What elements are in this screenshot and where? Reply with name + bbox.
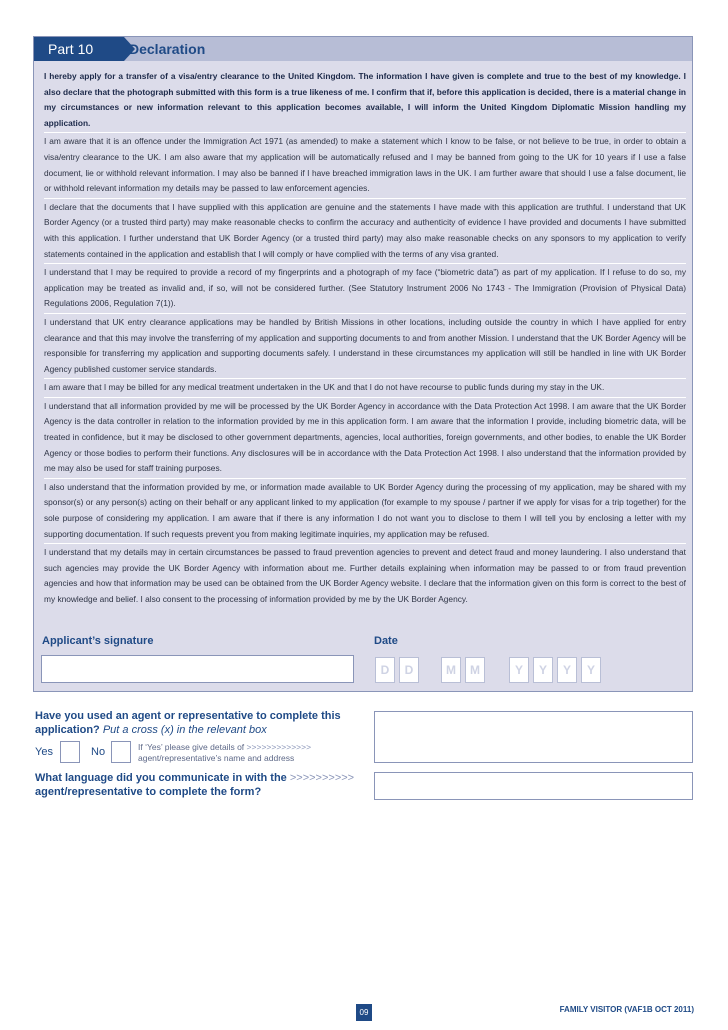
if-yes-line1: If ‘Yes’ please give details of	[138, 742, 245, 752]
declaration-paragraph: I understand that all information provided by me will be processed by the UK Border Agency in accordance with the Data Protection Act 1998. I am aware that the UK Border Agency is the data controller in relation to the information provided by me in this application form. I am aware that the information I provide, including biometric data, will be treated in confidence, but it may be disclosed to other government departments, agencies, local authorities, foreign governments, and other bodies, to enable the UK Border Agency or those bodies to perform their functions. Any disclosures will be in accordance with the Data Protection Act 1998. I also understand that the information provided by me may also be used for staff training purposes.	[44, 397, 686, 477]
agent-details-field[interactable]	[374, 711, 693, 763]
date-label: Date	[374, 635, 398, 647]
signature-field[interactable]	[41, 655, 354, 683]
agent-question-line1: Have you used an agent or representative to complete this	[35, 710, 341, 722]
declaration-paragraph: I am aware that it is an offence under the Immigration Act 1971 (as amended) to make a statement which I know to be false, or not believe to be true, in order to obtain a visa/entry clearance to the UK. I am also aware that my application will be automatically refused and I may be banned from going to the UK for 10 years if I use a false document, lie or withhold relevant information. I may also be banned if I have breached immigration laws in the UK. I am further aware that should I use a false document, lie or withhold relevant information my details may be passed to law enforcement agencies.	[44, 132, 686, 196]
declaration-paragraph: I understand that UK entry clearance applications may be handled by British Missions in other locations, including outside the country in which I have applied for entry clearance and that this may involve the transferring of my application and supporting documents to and from another Mission. I understand that the UK Border Agency will be responsible for transferring my application and supporting documents safely. I understand in these circumstances my application will still be handled in line with UK Border Agency published customer service standards.	[44, 313, 686, 377]
agent-question	[35, 709, 341, 737]
arrow-pointer-icon: >>>>>>>>>>	[289, 772, 355, 784]
declaration-text	[44, 69, 686, 608]
date-year-2[interactable]: Y	[533, 657, 553, 683]
agent-question-line2: application?	[35, 724, 100, 736]
date-year-1[interactable]: Y	[509, 657, 529, 683]
date-month-1[interactable]: M	[441, 657, 461, 683]
date-month-2[interactable]: M	[465, 657, 485, 683]
date-year-4[interactable]: Y	[581, 657, 601, 683]
declaration-paragraph: I declare that the documents that I have supplied with this application are genuine and the statements I have made with this application are truthful. I understand that UK Border Agency (or a trusted third party) may make reasonable checks to confirm the accuracy and authenticity of evidence I have provided and documents I have submitted with this application. I further understand that UK Border Agency (or a trusted third party) may also make reasonable checks on any sponsors to my application to verify statements contained in the application and establish that I will comply or have complied with the terms of any visa granted.	[44, 198, 686, 262]
declaration-panel	[33, 36, 693, 692]
no-checkbox[interactable]	[111, 741, 131, 763]
language-question-line1: What language did you communicate in with the	[35, 772, 287, 784]
yes-checkbox[interactable]	[60, 741, 80, 763]
declaration-paragraph: I understand that I may be required to provide a record of my fingerprints and a photograph of my face (“biometric data”) as part of my application. If I refuse to do so, my application may be treated as invalid and, if so, will not be considered further. (See Statutory Instrument 2006 No 1743 - The Immigration (Provision of Physical Data) Regulations 2006, Regulation 7(1)).	[44, 263, 686, 312]
section-header	[34, 37, 692, 61]
language-question	[35, 771, 354, 799]
form-name: FAMILY VISITOR (VAF1B OCT 2011)	[559, 1005, 694, 1014]
arrow-pointer-icon: >>>>>>>>>>>>>	[246, 742, 312, 752]
no-label: No	[91, 746, 106, 758]
date-day-2[interactable]: D	[399, 657, 419, 683]
part-label: Part 10	[34, 37, 124, 61]
declaration-paragraph: I also understand that the information provided by me, or information made available to UK Border Agency during the processing of my application, may be shared with my sponsor(s) or any person(s) acting on their behalf or any applicant linked to my application (for example to my spouse / partner if we apply for visas for a trip together) for the sole purpose of considering my application. I am aware that if there is any information I do not want you to disclose to them I will tell you by enclosing a letter with my supporting documentation. If such requests prevent you from making legitimate inquiries, my application may be refused.	[44, 478, 686, 542]
language-field[interactable]	[374, 772, 693, 800]
yes-label: Yes	[35, 746, 53, 758]
page-number: 09	[356, 1004, 372, 1021]
section-title: Declaration	[129, 41, 206, 57]
declaration-paragraph: I hereby apply for a transfer of a visa/entry clearance to the United Kingdom. The information I have given is complete and true to the best of my knowledge. I also declare that the photograph submitted with this form is a true likeness of me. I confirm that if, before this application is decided, there is a material change in my circumstances or new information relevant to this application becomes available, I will inform the United Kingdom Diplomatic Mission handling my application.	[44, 71, 686, 128]
date-day-1[interactable]: D	[375, 657, 395, 683]
declaration-paragraph: I am aware that I may be billed for any medical treatment undertaken in the UK and that I do not have recourse to public funds during my stay in the UK.	[44, 378, 686, 396]
language-question-line2: agent/representative to complete the form?	[35, 786, 262, 798]
signature-label: Applicant’s signature	[42, 635, 154, 647]
date-year-3[interactable]: Y	[557, 657, 577, 683]
declaration-paragraph: I understand that my details may in certain circumstances be passed to fraud prevention agencies to prevent and detect fraud and money laundering. I also understand that such agencies may provide the UK Border Agency with information about me. Further details explaining when information may be passed to or from fraud prevention agencies and how that information may be used can be obtained from the UK Border Agency website. I declare that the information given on this form is correct to the best of my knowledge and belief. I also consent to the processing of information provided by me by the UK Border Agency.	[44, 543, 686, 607]
agent-question-hint: Put a cross (x) in the relevant box	[102, 724, 267, 736]
if-yes-line2: agent/representative’s name and address	[138, 753, 295, 763]
if-yes-instruction	[138, 742, 311, 764]
